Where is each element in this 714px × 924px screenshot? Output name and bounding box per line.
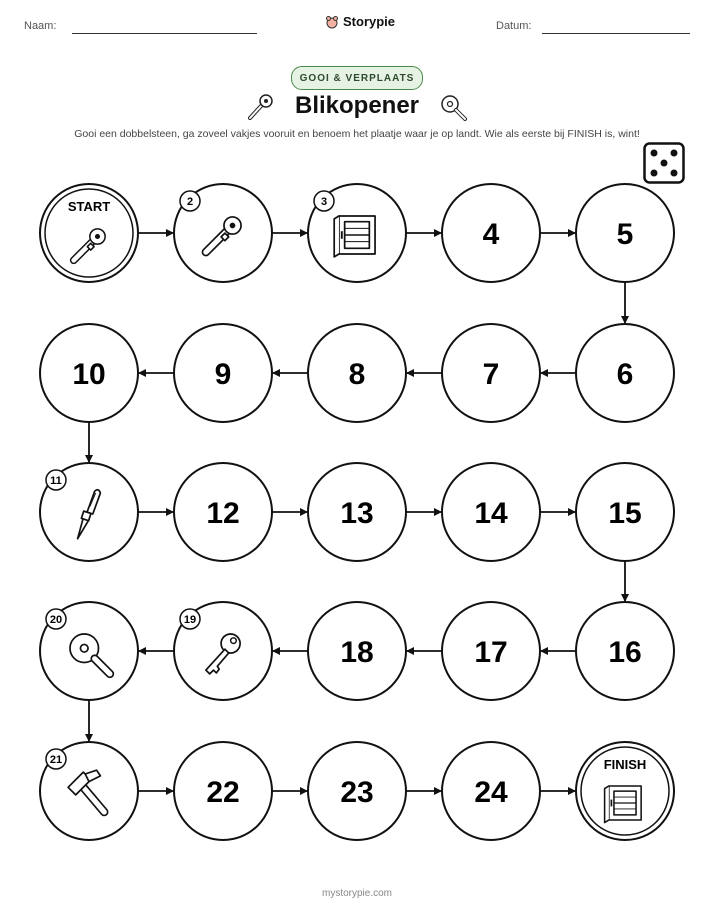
date-label: Datum: xyxy=(496,20,532,32)
board-cell xyxy=(442,742,540,840)
board-cell xyxy=(174,184,272,282)
cell-number: 5 xyxy=(616,218,634,251)
cell-number: 2 xyxy=(186,196,194,208)
board-cell xyxy=(308,742,406,840)
board-cell xyxy=(576,184,674,282)
cell-number: 13 xyxy=(340,497,374,530)
board-cell xyxy=(308,602,406,700)
cell-number: 3 xyxy=(320,196,328,208)
page-title: Blikopener xyxy=(294,92,420,119)
cell-number: 21 xyxy=(49,754,63,766)
cell-number: 16 xyxy=(608,636,642,669)
cell-number: 7 xyxy=(482,358,500,391)
cell-number: 6 xyxy=(616,358,634,391)
oven-icon xyxy=(605,786,642,823)
cell-number: 12 xyxy=(206,497,240,530)
board-cell xyxy=(576,602,674,700)
board-cell xyxy=(442,184,540,282)
oven-icon xyxy=(334,216,375,257)
cell-number: 14 xyxy=(474,497,508,530)
board-cell xyxy=(576,742,674,840)
start-label: START xyxy=(67,199,111,214)
cell-number: 19 xyxy=(183,614,197,626)
board-cell xyxy=(442,602,540,700)
board-cell xyxy=(576,324,674,422)
board-cell xyxy=(174,602,272,700)
cell-number: 4 xyxy=(482,218,500,251)
cell-number: 8 xyxy=(348,358,366,391)
board-cell xyxy=(576,463,674,561)
board-cell xyxy=(308,184,406,282)
board-cell xyxy=(174,463,272,561)
game-type-badge: GOOI & VERPLAATS xyxy=(291,66,423,90)
board-cell xyxy=(40,742,138,840)
cell-number: 23 xyxy=(340,776,374,809)
board-cell xyxy=(308,324,406,422)
board-cell xyxy=(308,463,406,561)
cell-number: 15 xyxy=(608,497,642,530)
cell-number: 22 xyxy=(206,776,240,809)
finish-label: FINISH xyxy=(603,757,647,772)
board-cell xyxy=(40,324,138,422)
board-cell xyxy=(442,463,540,561)
cell-number: 17 xyxy=(474,636,508,669)
cell-number: 18 xyxy=(340,636,374,669)
cell-number: 9 xyxy=(214,358,232,391)
board-cell xyxy=(174,742,272,840)
board-cell xyxy=(174,324,272,422)
cell-number: 24 xyxy=(474,776,508,809)
board-cell xyxy=(442,324,540,422)
cell-number: 10 xyxy=(72,358,106,391)
footer-url: mystorypie.com xyxy=(321,888,392,899)
name-label: Naam: xyxy=(24,20,57,32)
cell-number: 20 xyxy=(49,614,63,626)
board-cell xyxy=(40,184,138,282)
instructions: Gooi een dobbelsteen, ga zoveel vakjes vooruit en benoem het plaatje waar je op landt. Wie als eerste bij FINISH is, wint! xyxy=(74,128,640,140)
brand-name: Storypie xyxy=(343,14,396,29)
cell-number: 11 xyxy=(50,475,62,487)
board-cell xyxy=(40,602,138,700)
board-cell xyxy=(40,463,138,561)
